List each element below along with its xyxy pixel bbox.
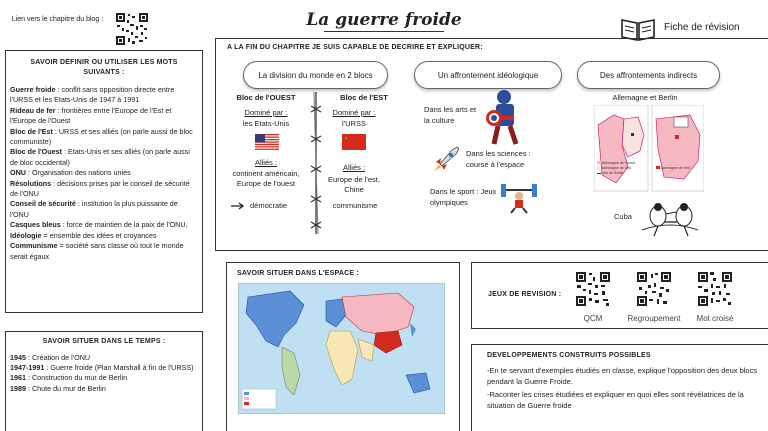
captain-america-illustration [484,88,526,146]
timeline-item [10,373,198,383]
definition-text: : décisions prises par le conseil de sécurité de l'ONU [10,178,190,199]
east-allies-value: Europe de l'est, Chine [328,175,380,194]
east-block-title: Bloc de l'EST [340,93,388,102]
definition-term: Conseil de sécurité [10,199,76,209]
timeline-text: : Création de l'ONU [26,353,91,362]
timeline-date: 1947-1991 [10,363,45,373]
development-1: -En te servant d'exemples étudiés en classe, explique l'opposition des deux blocs pendant la Guerre Froide. [487,366,758,386]
timeline-text: : Construction du mur de Berlin [26,373,128,383]
timeline-text: : Chute du mur de Berlin [26,383,106,393]
definition-text: = ensemble des idées et croyances [41,230,157,240]
definition-item [10,127,198,148]
page-title: La guerre froide [306,10,462,30]
east-dominated-label: Dominé par : [332,108,376,117]
arrow-icon [230,201,246,211]
definition-text: : institution la plus puissante de l'ONU [10,199,178,219]
germany-legend: Allemagne de l'ouest Allemagne de l'est Mur de Berlin [597,161,647,176]
definition-term: ONU [10,168,26,178]
game-label-qcm: QCM [583,314,603,323]
ideology-arts: Dans les arts et la culture [424,105,477,125]
pill-indirect: Des affrontements indirects [577,61,720,89]
definition-item [10,241,198,262]
definition-item [10,199,198,220]
definition-text: : conflit sans opposition directe entre l'URSS et les Etats-Unis de 1947 à 1991 [10,85,175,105]
ussr-flag-icon [342,134,366,150]
definition-term: Casques bleus [10,220,61,230]
qcm-qr-code[interactable] [575,271,611,307]
definition-term: Rideau de fer [10,105,56,115]
east-allies-label: Alliés : [342,163,366,172]
definition-term: Bloc de l'Ouest [10,147,63,157]
timeline-item [10,353,198,363]
east-dominated-value: l'URSS [342,119,366,128]
us-flag-icon [255,134,279,150]
west-allies-label: Alliés : [254,158,278,167]
cuba-cartoon-illustration [640,198,702,238]
pill-two-blocks: La division du monde en 2 blocs [243,61,388,89]
definition-item [10,85,198,106]
rocket-icon [432,144,462,172]
berlin-legend: Allemagne de l'est [656,166,702,171]
ideology-science: Dans les sciences : course à l'espace [466,149,531,169]
definitions-heading: SAVOIR DEFINIR OU UTILISER LES MOTS SUIVANTS : [30,59,178,76]
games-heading: JEUX DE REVISION : [488,291,562,298]
definition-term: Résolutions [10,178,52,188]
timeline-text: : Guerre froide (Plan Marshall à fin de l'URSS) [44,363,194,373]
timeline-item [10,363,198,373]
regroupement-qr-code[interactable] [636,271,672,307]
definition-text: : force de maintien de la paix de l'ONU, [60,220,188,230]
definition-item [10,106,198,127]
timeline-date: 1961 [10,373,26,383]
chapter-link-label: Lien vers le chapitre du blog : [11,16,104,23]
definition-text: : Etats-Unis et ses alliés (on parle aussi de bloc occidental) [10,147,190,167]
game-label-regroupement: Regroupement [627,314,681,323]
west-system: démocratie [250,201,288,210]
world-map-cold-war [238,283,445,414]
definition-item [10,179,198,200]
cuba-label: Cuba [614,212,632,221]
timeline-date: 1989 [10,383,26,393]
developments-heading: DEVELOPPEMENTS CONSTRUITS POSSIBLES [487,352,651,359]
west-dominated-label: Dominé par : [244,108,288,117]
pill-ideology: Un affrontement idéologique [414,61,562,89]
timeline-item [10,384,198,394]
germany-berlin-label: Allemagne et Berlin [612,93,678,102]
definition-term: Idéologie [10,230,42,240]
west-block-title: Bloc de l'OUEST [236,93,296,102]
timeline-date: 1945 [10,353,26,362]
weightlifter-icon [500,182,538,214]
mot-croise-qr-code[interactable] [697,271,733,307]
barbed-wire-icon [308,92,324,234]
definition-term: Bloc de l'Est [10,126,53,136]
chapter-end-heading: A LA FIN DU CHAPITRE JE SUIS CAPABLE DE DECRIRE ET EXPLIQUER: [227,44,483,51]
east-system: communisme [332,201,378,210]
space-heading: SAVOIR SITUER DANS L'ESPACE : [237,270,359,277]
timeline-list [10,353,198,394]
west-dominated-value: les Etats-Unis [242,119,290,128]
definition-term: Communisme [10,241,58,251]
definition-item [10,168,198,178]
sheet-label: Fiche de révision [664,22,740,33]
definition-text: : URSS et ses alliés (on parle aussi de bloc communiste) [10,126,193,147]
definition-term: Guerre froide [10,85,56,94]
definitions-list [10,85,198,262]
definition-text: : Organisation des nations unies [25,168,131,178]
game-label-mot-croise: Mot croisé [696,314,734,323]
definition-text: = société sans classe où tout le monde serait égaux [10,241,184,261]
germany-berlin-maps [594,105,704,193]
ideology-sport: Dans le sport : Jeux olympiques [430,187,497,207]
definition-item [10,231,198,241]
development-2: -Raconter les crises étudiées et expliquer en quoi elles sont révélatrices de la situation de Guerre froide [487,390,744,410]
west-allies-value: continent américain, Europe de l'ouest [232,169,300,188]
definition-text: : frontières entre l'Europe de l'Est et l'Europe de l'Ouest [10,105,172,126]
timeline-heading: SAVOIR SITUER DANS LE TEMPS : [42,338,166,345]
definition-item [10,220,198,230]
definition-item [10,147,198,168]
